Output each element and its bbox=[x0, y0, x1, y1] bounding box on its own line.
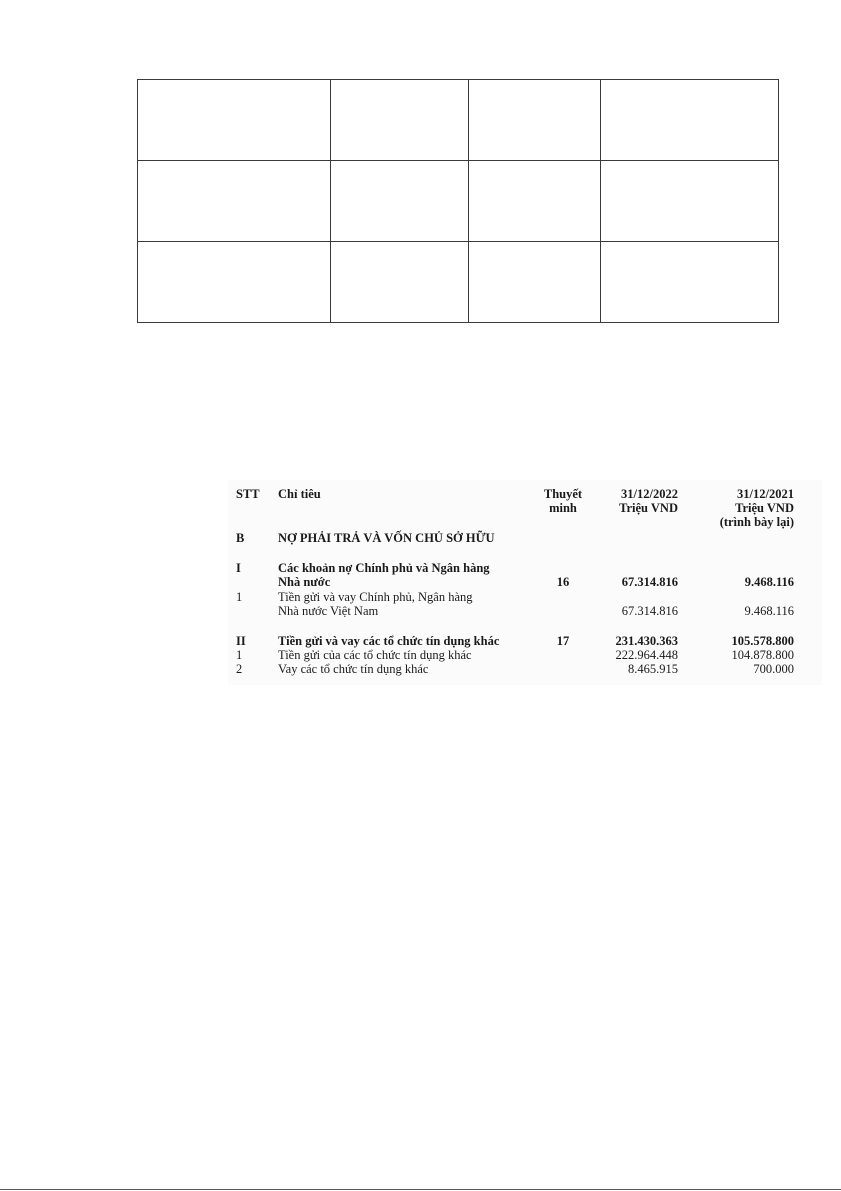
item-i-label-2: Nhà nước bbox=[278, 575, 331, 589]
table-cell bbox=[138, 80, 331, 161]
header-thuyet-minh-2: minh bbox=[549, 501, 577, 515]
item-ii-1-2021: 104.878.800 bbox=[731, 648, 794, 662]
item-i-stt: I bbox=[236, 561, 241, 575]
header-stt: STT bbox=[236, 487, 260, 501]
item-ii-1-stt: 1 bbox=[236, 648, 243, 662]
table-cell bbox=[469, 161, 601, 242]
table-row bbox=[138, 242, 779, 323]
item-ii-label: Tiền gửi và vay các tổ chức tín dụng khác bbox=[278, 634, 500, 648]
table-cell bbox=[138, 161, 331, 242]
table-row bbox=[138, 161, 779, 242]
empty-grid-table bbox=[137, 79, 779, 323]
table-cell bbox=[331, 161, 469, 242]
item-i-1-label-1: Tiền gửi và vay Chính phủ, Ngân hàng bbox=[278, 590, 473, 604]
item-i-note: 16 bbox=[556, 575, 570, 589]
item-ii-2-stt: 2 bbox=[236, 662, 243, 676]
table-cell bbox=[601, 242, 779, 323]
balance-sheet-excerpt bbox=[228, 480, 822, 685]
item-i-2022: 67.314.816 bbox=[621, 575, 678, 589]
item-i-1-2022: 67.314.816 bbox=[621, 604, 678, 618]
table-cell bbox=[601, 80, 779, 161]
item-i-1-2021: 9.468.116 bbox=[744, 604, 794, 618]
item-ii-stt: II bbox=[236, 634, 246, 648]
item-ii-2-2021: 700.000 bbox=[753, 662, 794, 676]
item-i-1-label-2: Nhà nước Việt Nam bbox=[278, 604, 379, 618]
item-ii-2-2022: 8.465.915 bbox=[628, 662, 678, 676]
item-ii-note: 17 bbox=[556, 634, 570, 648]
item-ii-2-label: Vay các tổ chức tín dụng khác bbox=[278, 662, 429, 676]
table-row bbox=[138, 80, 779, 161]
item-i-1-stt: 1 bbox=[236, 590, 243, 604]
header-2022-date: 31/12/2022 bbox=[621, 487, 678, 501]
table-cell bbox=[138, 242, 331, 323]
section-b-stt: B bbox=[236, 531, 245, 545]
header-2021-unit: Triệu VND bbox=[735, 501, 794, 515]
header-2022-unit: Triệu VND bbox=[619, 501, 678, 515]
item-ii-2022: 231.430.363 bbox=[615, 634, 678, 648]
item-ii-1-label: Tiền gửi của các tổ chức tín dụng khác bbox=[278, 648, 472, 662]
section-b-label: NỢ PHẢI TRẢ VÀ VỐN CHỦ SỞ HỮU bbox=[278, 531, 495, 545]
header-2021-note: (trình bày lại) bbox=[719, 515, 794, 529]
item-ii-2021: 105.578.800 bbox=[731, 634, 794, 648]
item-i-2021: 9.468.116 bbox=[744, 575, 794, 589]
header-thuyet-minh-1: Thuyết bbox=[543, 487, 583, 501]
item-ii-1-2022: 222.964.448 bbox=[615, 648, 678, 662]
item-i-label-1: Các khoản nợ Chính phủ và Ngân hàng bbox=[278, 561, 490, 575]
table-cell bbox=[331, 80, 469, 161]
table-cell bbox=[469, 80, 601, 161]
header-2021-date: 31/12/2021 bbox=[737, 487, 794, 501]
table-cell bbox=[469, 242, 601, 323]
page-bottom-rule bbox=[0, 1189, 841, 1190]
table-cell bbox=[331, 242, 469, 323]
header-chi-tieu: Chỉ tiêu bbox=[278, 487, 321, 501]
table-cell bbox=[601, 161, 779, 242]
